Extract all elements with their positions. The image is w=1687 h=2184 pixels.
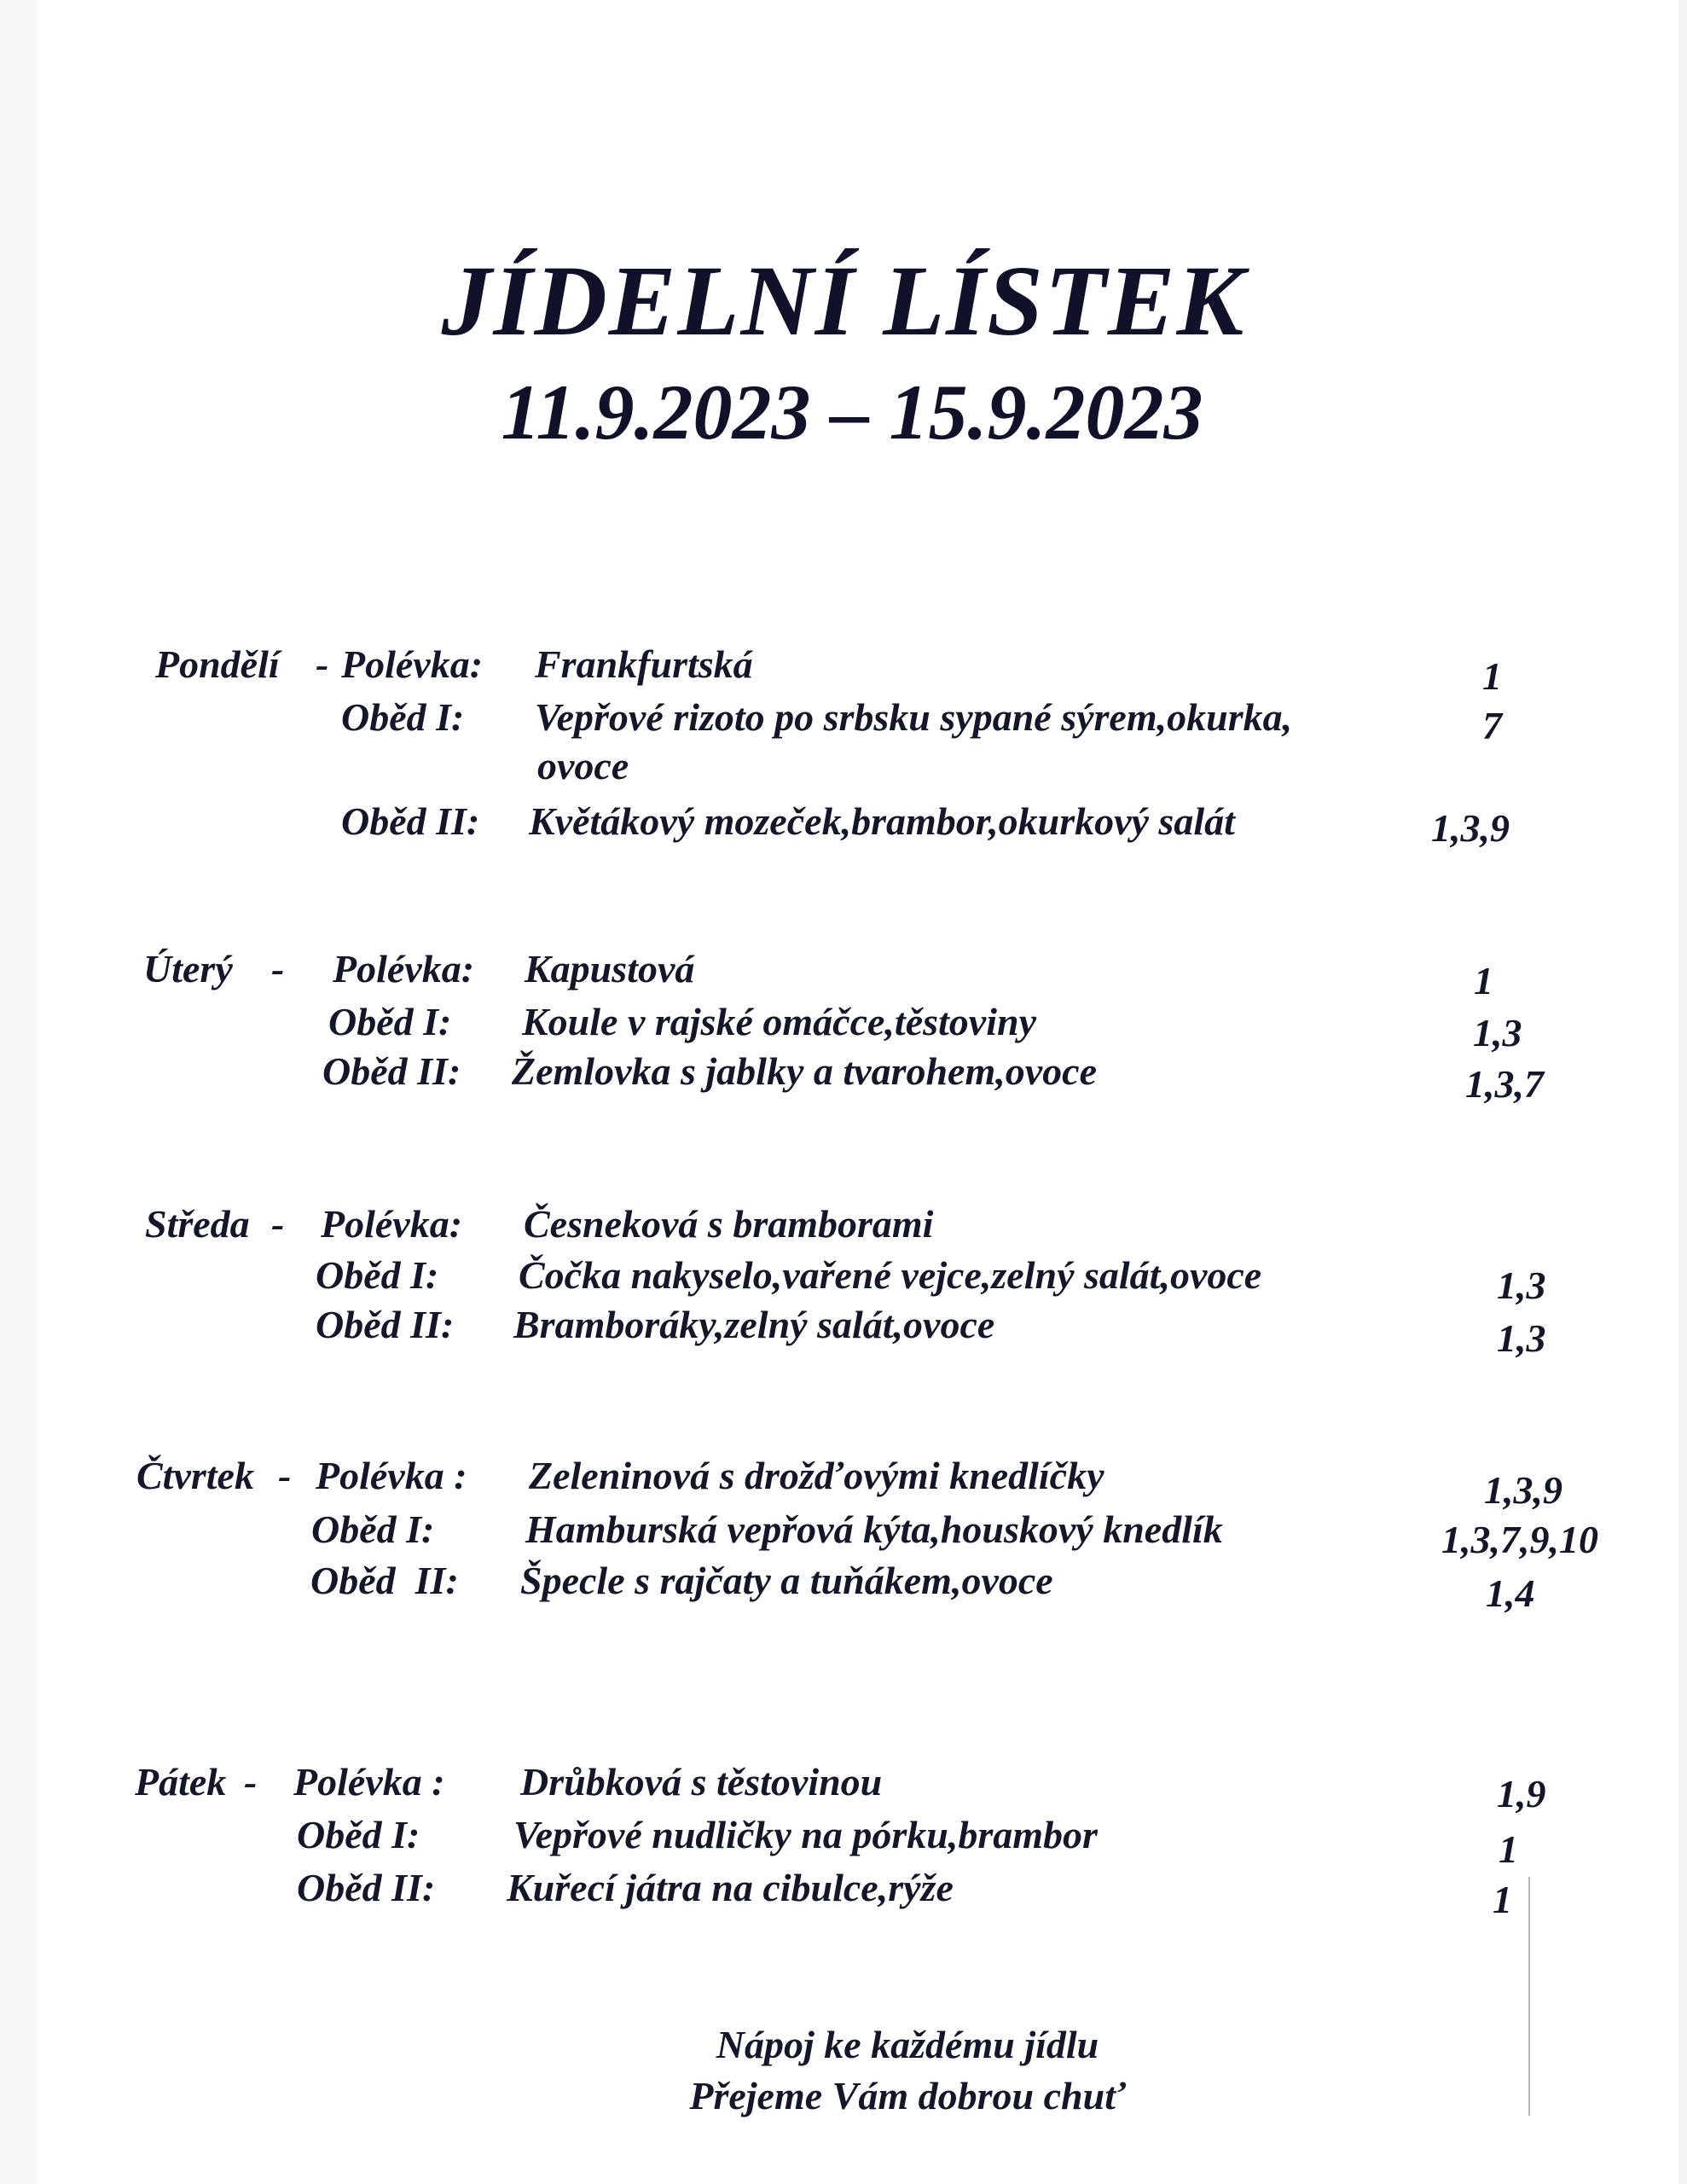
item-label: Polévka: (321, 1202, 463, 1246)
item-label: Oběd I: (341, 695, 465, 739)
day-name: Středa (145, 1202, 250, 1246)
allergens: 1 (1499, 1827, 1518, 1871)
dish-name-continued: ovoce (537, 744, 629, 787)
day-dash: - (278, 1454, 292, 1497)
allergens: 1 (1474, 959, 1493, 1002)
dish-name: Žemlovka s jablky a tvarohem,ovoce (512, 1049, 1098, 1093)
dish-name: Frankfurtská (535, 642, 753, 686)
allergens: 1,3 (1497, 1316, 1546, 1360)
allergens: 1,3 (1497, 1263, 1546, 1307)
dish-name: Hamburská vepřová kýta,houskový knedlík (525, 1507, 1223, 1551)
allergens: 1,3,9 (1484, 1468, 1562, 1512)
day-dash: - (271, 947, 285, 990)
item-label: Oběd II: (310, 1559, 459, 1602)
dish-name: Bramboráky,zelný salát,ovoce (513, 1303, 995, 1346)
dish-name: Kapustová (525, 947, 695, 990)
item-label: Polévka: (333, 947, 475, 990)
allergens: 1,3,9 (1431, 806, 1510, 850)
dish-name: Kuřecí játra na cibulce,rýže (507, 1866, 954, 1909)
day-dash: - (244, 1760, 258, 1804)
allergens: 1 (1482, 654, 1502, 698)
dish-name: Vepřové nudličky na pórku,brambor (513, 1813, 1098, 1856)
allergens: 1,3,7 (1465, 1062, 1544, 1106)
item-label: Oběd I: (328, 1000, 452, 1043)
allergens: 7 (1482, 704, 1502, 747)
item-label: Polévka : (316, 1454, 467, 1497)
item-label: Oběd I: (311, 1507, 435, 1551)
day-name: Pondělí (155, 642, 280, 686)
dish-name: Vepřové rizoto po srbsku sypané sýrem,okurka, (535, 695, 1293, 739)
menu-date-range: 11.9.2023 – 15.9.2023 (501, 369, 1203, 456)
dish-name: Špecle s rajčaty a tuňákem,ovoce (520, 1559, 1053, 1602)
item-label: Oběd II: (341, 799, 480, 843)
day-dash: - (271, 1202, 285, 1246)
item-label: Oběd II: (297, 1866, 436, 1909)
allergens: 1,3 (1473, 1011, 1522, 1054)
day-dash: - (316, 642, 329, 686)
item-label: Polévka: (341, 642, 484, 686)
dish-name: Koule v rajské omáčce,těstoviny (522, 1000, 1036, 1043)
allergens: 1,4 (1486, 1571, 1535, 1615)
allergens: 1 (1493, 1878, 1512, 1921)
dish-name: Květákový mozeček,brambor,okurkový salát (529, 799, 1235, 843)
dish-name: Čočka nakyselo,vařené vejce,zelný salát,ovoce (519, 1253, 1262, 1297)
allergens: 1,3,7,9,10 (1441, 1518, 1598, 1561)
item-label: Oběd I: (316, 1253, 439, 1297)
day-name: Úterý (143, 947, 233, 990)
item-label: Oběd II: (322, 1049, 461, 1093)
item-label: Polévka : (293, 1760, 445, 1804)
footer-greeting: Přejeme Vám dobrou chuť (689, 2074, 1126, 2117)
item-label: Oběd II: (316, 1303, 455, 1346)
item-label: Oběd I: (297, 1813, 420, 1856)
dish-name: Zeleninová s drožďovými knedlíčky (529, 1454, 1104, 1497)
dish-name: Česneková s bramborami (524, 1202, 934, 1246)
day-name: Pátek (135, 1760, 227, 1804)
dish-name: Drůbková s těstovinou (520, 1760, 883, 1804)
footer-drink-note: Nápoj ke každému jídlu (716, 2023, 1099, 2066)
menu-title: JÍDELNÍ LÍSTEK (441, 245, 1246, 357)
day-name: Čtvrtek (136, 1454, 254, 1497)
allergens: 1,9 (1497, 1772, 1546, 1815)
